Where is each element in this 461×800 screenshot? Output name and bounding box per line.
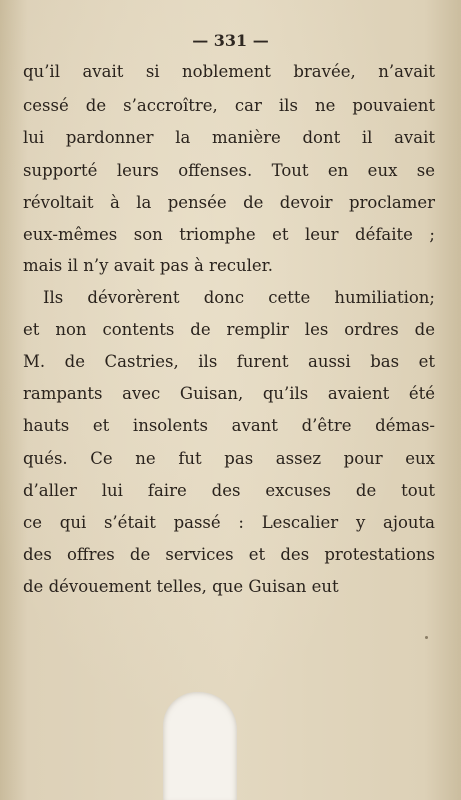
- text-line: des offres de services et des protestations: [23, 545, 435, 564]
- text-line: d’aller lui faire des excuses de tout: [23, 481, 435, 500]
- text-line: mais il n’y avait pas à reculer.: [23, 256, 273, 275]
- text-line: supporté leurs offenses. Tout en eux se: [23, 161, 435, 180]
- paper-spot: [425, 636, 428, 639]
- text-line: qués. Ce ne fut pas assez pour eux: [23, 449, 435, 468]
- text-line: lui pardonner la manière dont il avait: [23, 128, 435, 147]
- text-line: ce qui s’était passé : Lescalier y ajouta: [23, 513, 435, 532]
- text-line: Ils dévorèrent donc cette humiliation;: [43, 288, 435, 307]
- text-line: rampants avec Guisan, qu’ils avaient été: [23, 384, 435, 403]
- paper-tear: [163, 692, 237, 800]
- text-line: M. de Castries, ils furent aussi bas et: [23, 352, 435, 371]
- text-line: eux-mêmes son triomphe et leur défaite ;: [23, 225, 435, 244]
- text-line: qu’il avait si noblement bravée, n’avait: [23, 62, 435, 81]
- text-line: de dévouement telles, que Guisan eut: [23, 577, 339, 596]
- page-number: — 331 —: [192, 31, 269, 50]
- text-line: hauts et insolents avant d’être démas-: [23, 416, 435, 435]
- text-line: et non contents de remplir les ordres de: [23, 320, 435, 339]
- text-line: révoltait à la pensée de devoir proclamer: [23, 193, 435, 212]
- text-line: cessé de s’accroître, car ils ne pouvaient: [23, 96, 435, 115]
